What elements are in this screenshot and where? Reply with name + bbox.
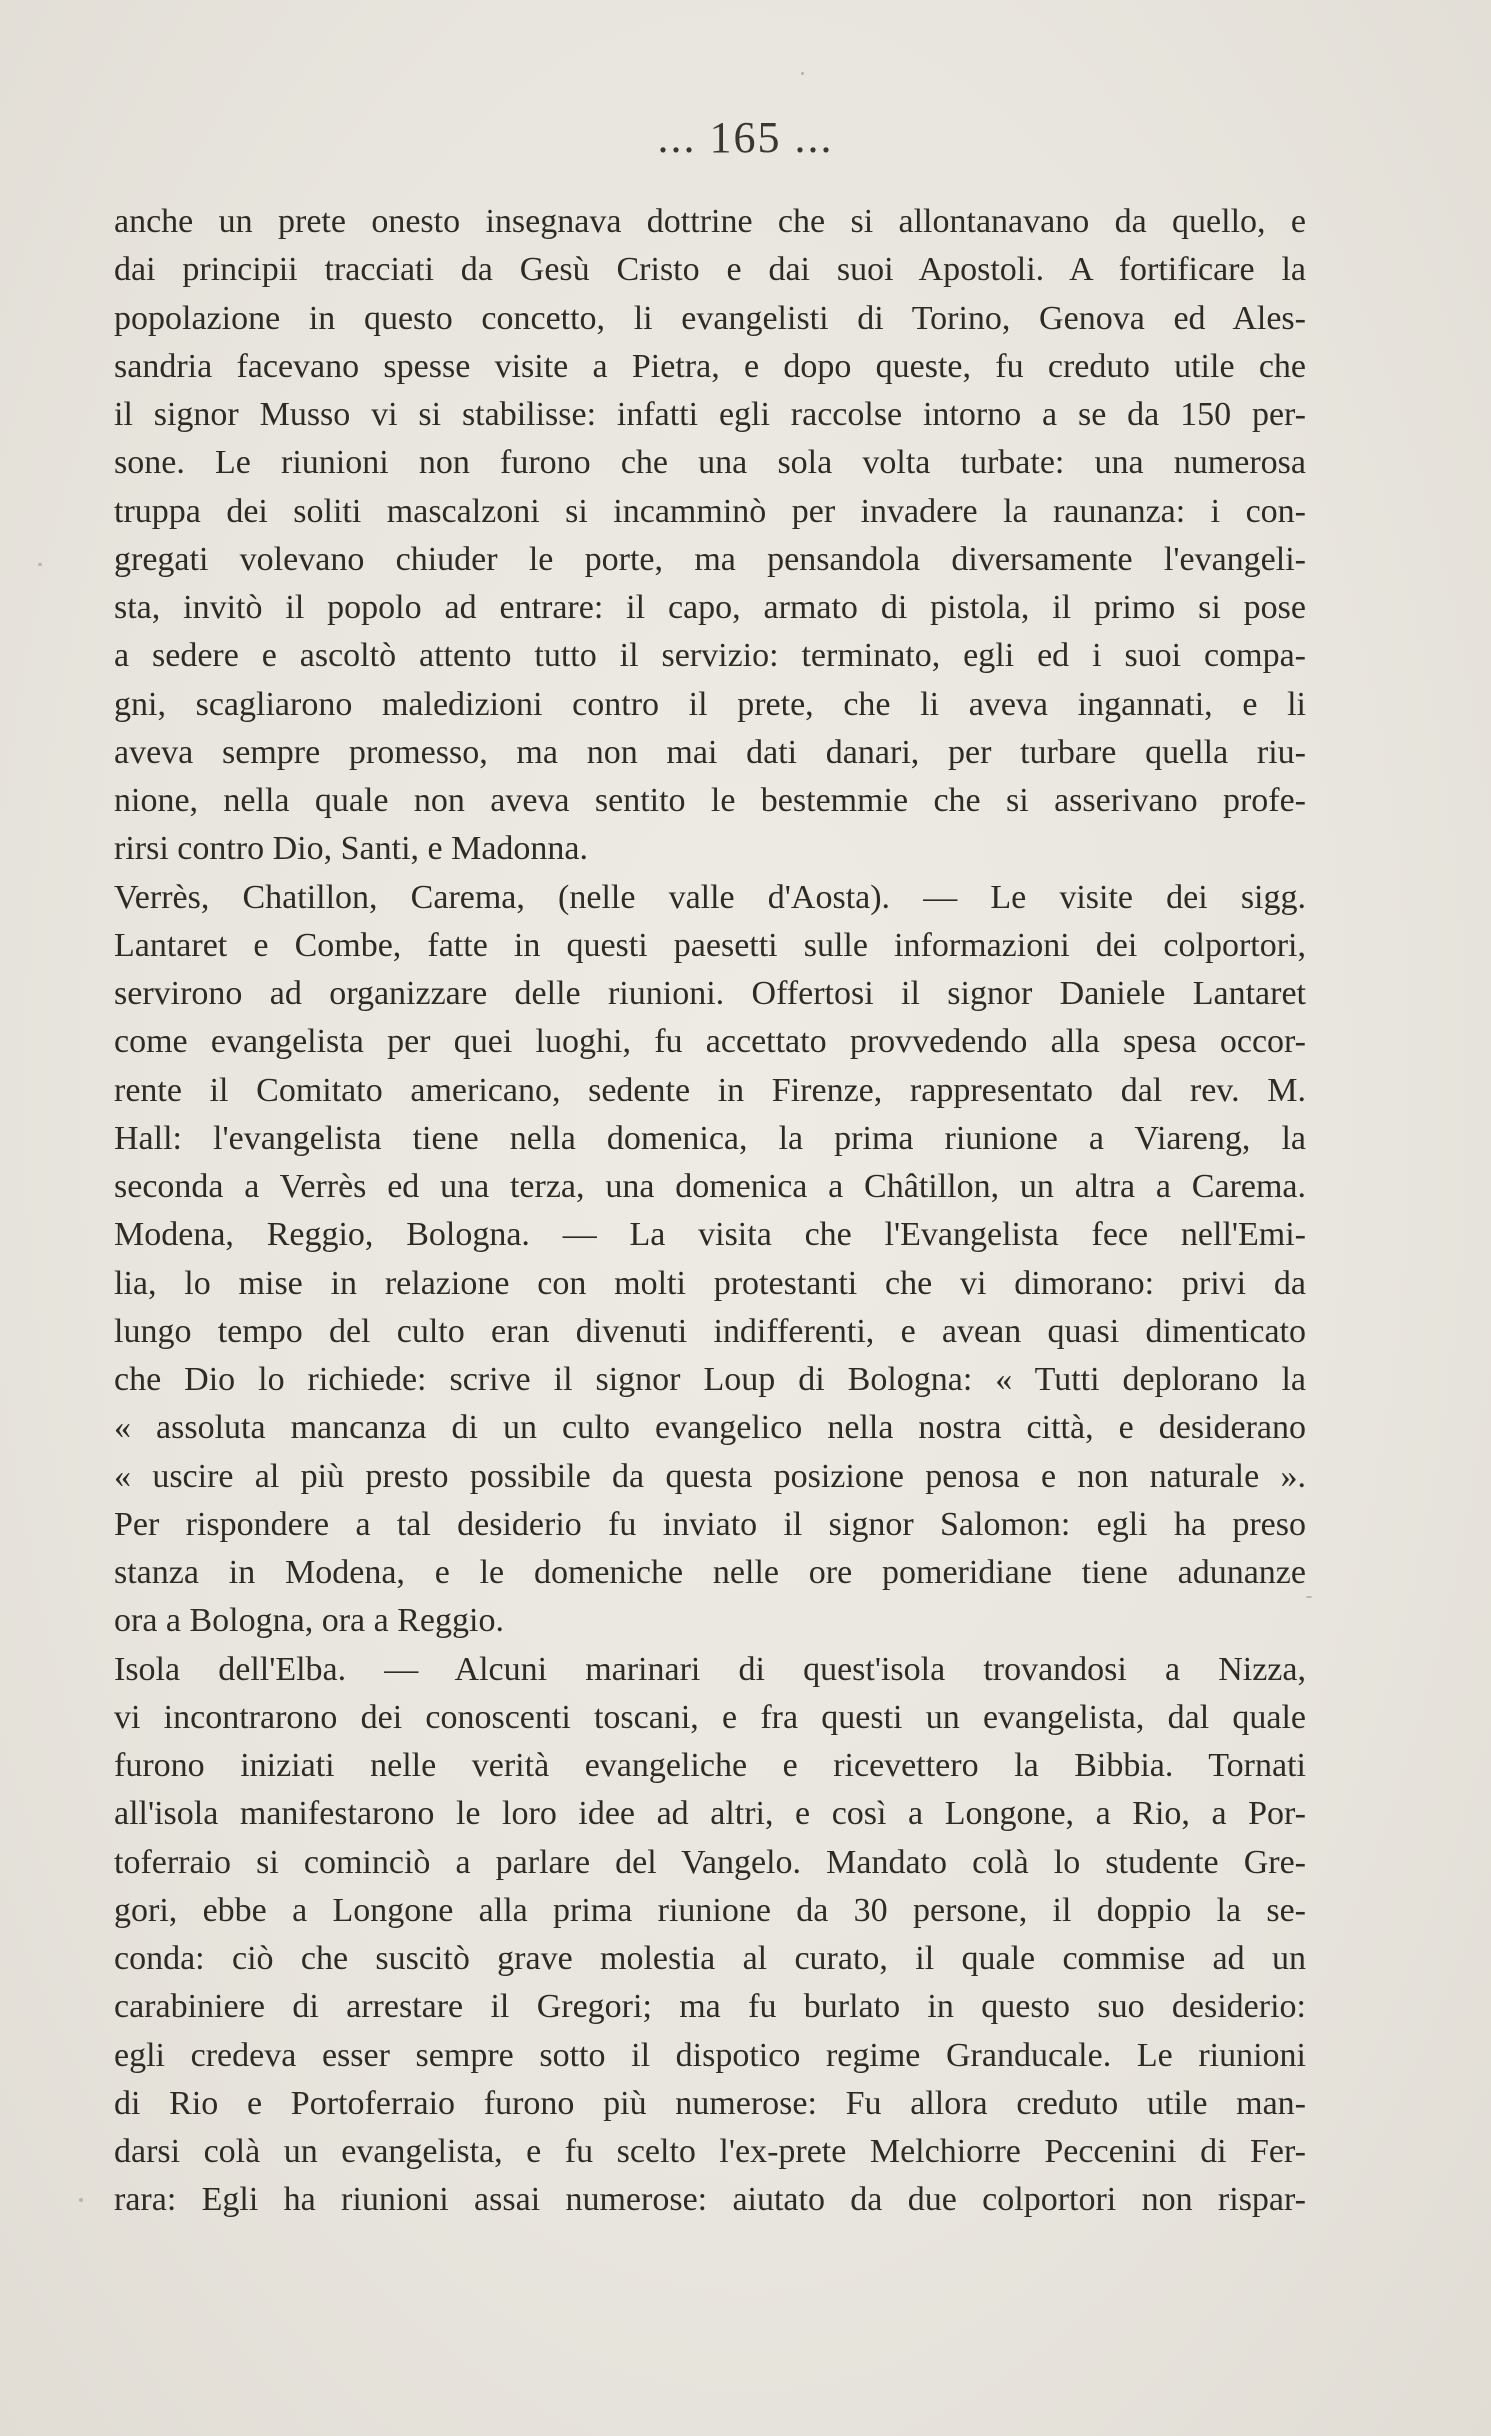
text-line: Isola dell'Elba. — Alcuni marinari di quest'isola trovandosi a Nizza, <box>114 1650 1306 1688</box>
text-line: vi incontrarono dei conoscenti toscani, e fra questi un evangelista, dal quale <box>114 1698 1306 1736</box>
text-line: sone. Le riunioni non furono che una sola volta turbate: una numerosa <box>114 444 1306 482</box>
text-line: gregati volevano chiuder le porte, ma pensandola diversamente l'evangeli- <box>114 540 1306 578</box>
text-line: di Rio e Portoferraio furono più numerose: Fu allora creduto utile man- <box>114 2084 1306 2122</box>
paper-speck <box>79 2198 83 2202</box>
text-line: toferraio si cominciò a parlare del Vangelo. Mandato colà lo studente Gre- <box>114 1843 1306 1881</box>
text-line: « assoluta mancanza di un culto evangelico nella nostra città, e desiderano <box>114 1409 1306 1447</box>
paper-speck <box>801 72 804 75</box>
text-line: egli credeva esser sempre sotto il dispotico regime Granducale. Le riunioni <box>114 2036 1306 2074</box>
text-line: aveva sempre promesso, ma non mai dati danari, per turbare quella riu- <box>114 733 1306 771</box>
text-line: rente il Comitato americano, sedente in Firenze, rappresentato dal rev. M. <box>114 1071 1306 1109</box>
text-line: ora a Bologna, ora a Reggio. <box>114 1602 504 1640</box>
body-text <box>114 198 1306 2225</box>
text-line: nione, nella quale non aveva sentito le bestemmie che si asserivano profe- <box>114 782 1306 819</box>
text-line: conda: ciò che suscitò grave molestia al curato, il quale commise ad un <box>114 1940 1306 1977</box>
text-line: rara: Egli ha riunioni assai numerose: aiutato da due colportori non rispar- <box>114 2181 1306 2219</box>
text-line: Per rispondere a tal desiderio fu inviato il signor Salomon: egli ha preso <box>114 1505 1306 1543</box>
text-line: rirsi contro Dio, Santi, e Madonna. <box>114 830 589 868</box>
text-line: carabiniere di arrestare il Gregori; ma fu burlato in questo suo desiderio: <box>114 1988 1306 2026</box>
text-line: « uscire al più presto possibile da questa posizione penosa e non naturale ». <box>114 1457 1306 1495</box>
text-line: Verrès, Chatillon, Carema, (nelle valle d'Aosta). — Le visite dei sigg. <box>114 878 1306 916</box>
text-line: dai principii tracciati da Gesù Cristo e dai suoi Apostoli. A fortificare la <box>114 251 1306 289</box>
text-line: darsi colà un evangelista, e fu scelto l'ex-prete Melchiorre Peccenini di Fer- <box>114 2133 1306 2170</box>
text-line: gori, ebbe a Longone alla prima riunione da 30 persone, il doppio la se- <box>114 1891 1306 1929</box>
text-line: furono iniziati nelle verità evangeliche e ricevettero la Bibbia. Tornati <box>114 1747 1306 1784</box>
text-line: come evangelista per quei luoghi, fu accettato provvedendo alla spesa occor- <box>114 1023 1306 1061</box>
text-line: che Dio lo richiede: scrive il signor Loup di Bologna: « Tutti deplorano la <box>114 1361 1306 1398</box>
text-line: Hall: l'evangelista tiene nella domenica, la prima riunione a Viareng, la <box>114 1119 1306 1157</box>
text-line: il signor Musso vi si stabilisse: infatti egli raccolse intorno a se da 150 per- <box>114 396 1306 433</box>
text-line: anche un prete onesto insegnava dottrine che si allontanavano da quello, e <box>114 203 1306 240</box>
page-number: ... 165 ... <box>657 113 834 162</box>
text-line: Lantaret e Combe, fatte in questi paesetti sulle informazioni dei colportori, <box>114 926 1306 964</box>
text-line: all'isola manifestarono le loro idee ad altri, e così a Longone, a Rio, a Por- <box>114 1795 1306 1833</box>
text-line: lia, lo mise in relazione con molti protestanti che vi dimorano: privi da <box>114 1264 1306 1302</box>
paper-speck <box>1306 1596 1312 1598</box>
text-line: truppa dei soliti mascalzoni si incamminò per invadere la raunanza: i con- <box>114 492 1306 530</box>
text-line: gni, scagliarono maledizioni contro il prete, che li aveva ingannati, e li <box>114 685 1306 723</box>
text-line: Modena, Reggio, Bologna. — La visita che l'Evangelista fece nell'Emi- <box>114 1216 1306 1254</box>
text-line: lungo tempo del culto eran divenuti indifferenti, e avean quasi dimenticato <box>114 1312 1306 1350</box>
text-line: a sedere e ascoltò attento tutto il servizio: terminato, egli ed i suoi compa- <box>114 637 1306 675</box>
text-line: seconda a Verrès ed una terza, una domenica a Châtillon, un altra a Carema. <box>114 1168 1306 1205</box>
text-line: stanza in Modena, e le domeniche nelle ore pomeridiane tiene adunanze <box>114 1554 1306 1591</box>
text-line: popolazione in questo concetto, li evangelisti di Torino, Genova ed Ales- <box>114 299 1306 337</box>
text-line: servirono ad organizzare delle riunioni. Offertosi il signor Daniele Lantaret <box>114 975 1306 1012</box>
text-line: sandria facevano spesse visite a Pietra, e dopo queste, fu creduto utile che <box>114 347 1306 385</box>
paper-speck <box>38 563 42 566</box>
text-line: sta, invitò il popolo ad entrare: il capo, armato di pistola, il primo si pose <box>114 589 1306 626</box>
